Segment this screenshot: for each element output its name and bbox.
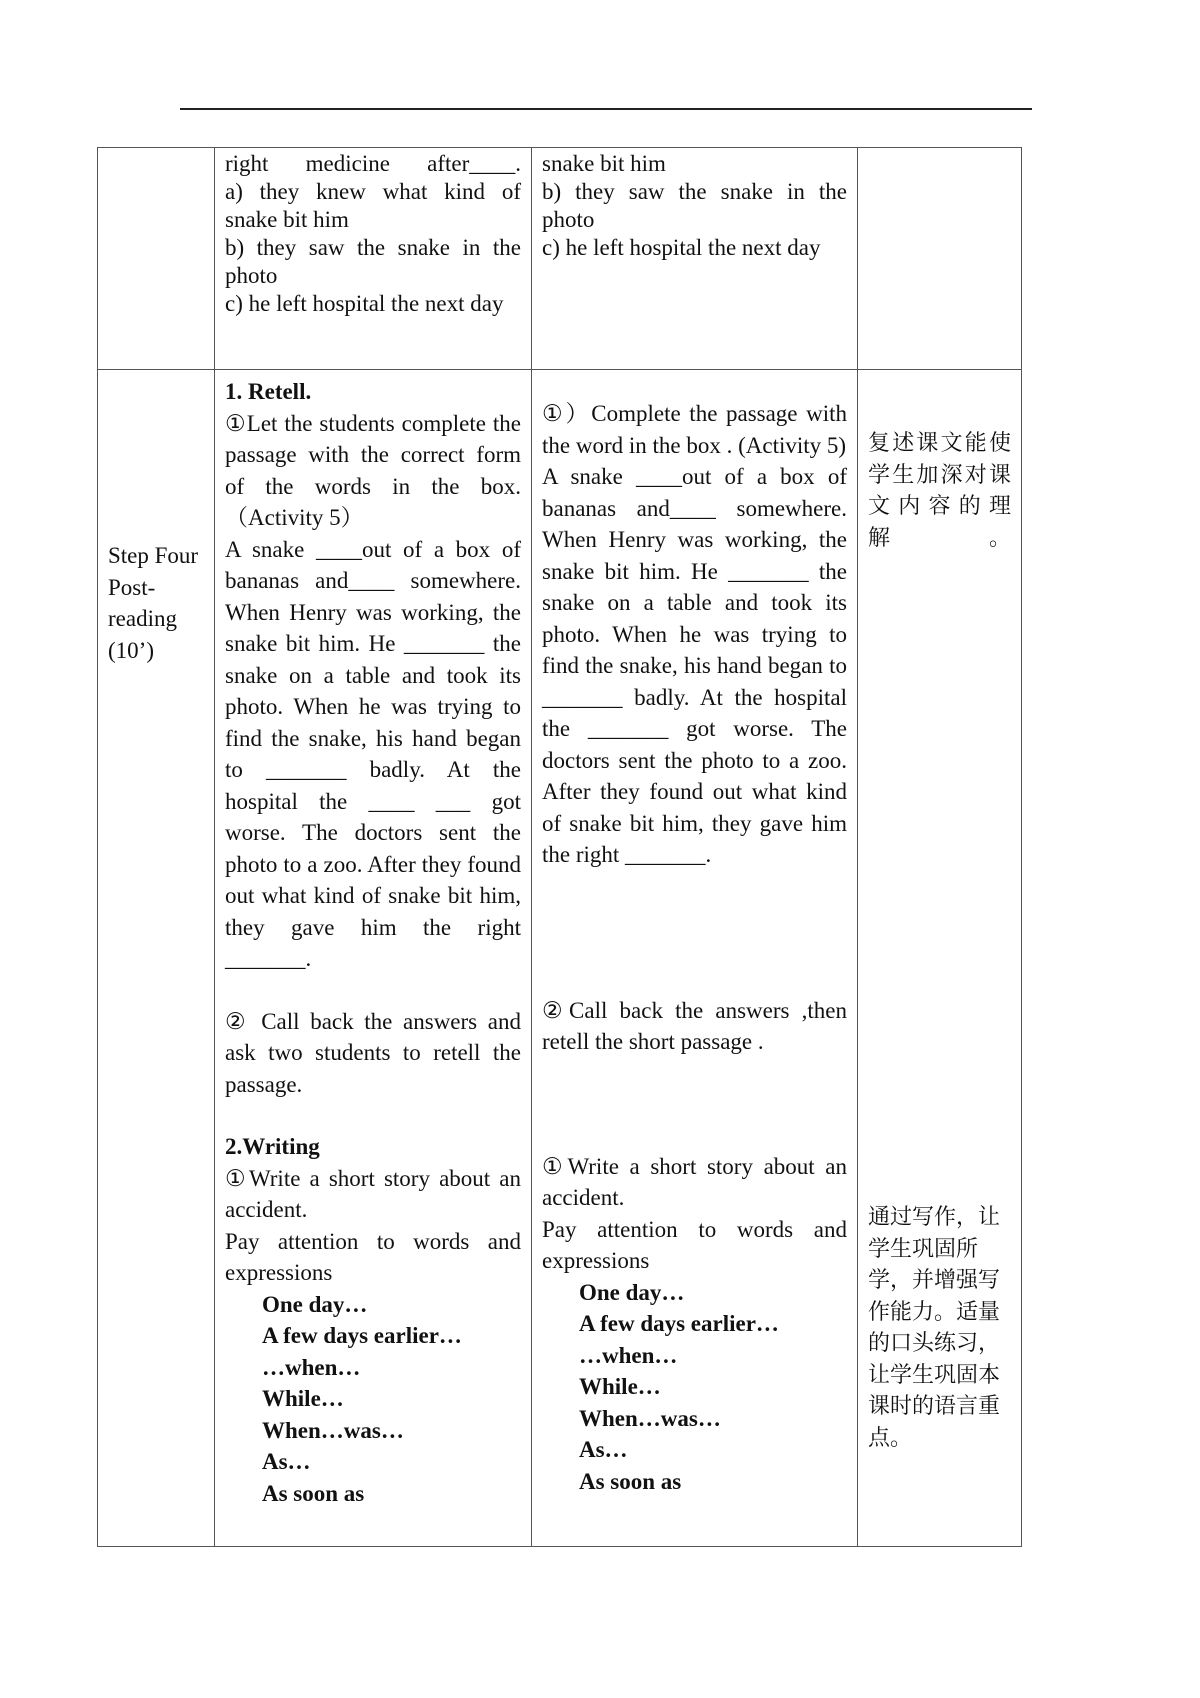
text-line: a) they knew what kind of snake bit him bbox=[225, 179, 521, 232]
writing-heading: 2.Writing bbox=[225, 1134, 320, 1159]
table-row-step-four bbox=[98, 370, 1022, 1547]
callback-instruction: ② Call back the answers and ask two students to retell the passage. bbox=[225, 1008, 521, 1097]
retell-instruction: ①Let the students complete the passage with the correct form of the words in the box.（Activity 5） bbox=[225, 410, 521, 530]
expression-item: A few days earlier… bbox=[262, 1323, 462, 1348]
expression-item: …when… bbox=[262, 1354, 361, 1380]
expression-item: As soon as bbox=[262, 1480, 365, 1506]
retell-heading: 1. Retell. bbox=[225, 379, 312, 404]
expression-item: As soon as bbox=[579, 1468, 682, 1494]
expression-item: When…was… bbox=[579, 1405, 721, 1431]
text-line: b) they saw the snake in the photo bbox=[225, 235, 521, 288]
student-activity-cell bbox=[532, 370, 858, 1547]
teacher-activity-cell bbox=[215, 148, 532, 370]
page-header-rule bbox=[180, 108, 1032, 110]
retell-instruction: ①）Complete the passage with the word in the box . (Activity 5) bbox=[542, 401, 847, 458]
expression-item: A few days earlier… bbox=[579, 1311, 779, 1336]
teacher-activity-cell bbox=[215, 370, 532, 1547]
expression-item: As… bbox=[579, 1437, 628, 1462]
notes-cell-empty bbox=[858, 148, 1022, 370]
lesson-plan-table bbox=[97, 147, 1022, 1547]
writing-purpose-note: 通过写作，让学生巩固所学，并增强写作能力。适量的口头练习，让学生巩固本课时的语言重点。 bbox=[868, 1205, 1001, 1451]
expression-item: While… bbox=[262, 1386, 344, 1411]
text-line: b) they saw the snake in the photo bbox=[542, 179, 847, 232]
text-line: c) he left hospital the next day bbox=[225, 291, 504, 316]
retell-passage: A snake ____out of a box of bananas and____ somewhere. When Henry was working, the snake bit him. He _______ the snake on a table and took its photo. When he was trying to find the snake, his hand began to _______ badly. At the hospital the ____ ___ got worse. The doctors sent the photo to a zoo. After they found out what kind of snake bit him, they gave him the right _______. bbox=[225, 536, 521, 971]
expression-item: When…was… bbox=[262, 1417, 404, 1443]
expression-item: One day… bbox=[262, 1291, 368, 1317]
text-line: c) he left hospital the next day bbox=[542, 235, 821, 260]
attention-note: Pay attention to words and expressions bbox=[225, 1228, 521, 1285]
retell-purpose-note: 复述课文能使学生加深对课文内容的理解。 bbox=[868, 431, 1011, 551]
expression-item: …when… bbox=[579, 1342, 678, 1368]
callback-instruction: ②Call back the answers ,then retell the short passage . bbox=[542, 997, 847, 1054]
expression-item: While… bbox=[579, 1374, 661, 1399]
table-row-continued bbox=[98, 148, 1022, 370]
text-line: snake bit him bbox=[542, 151, 666, 176]
attention-note: Pay attention to words and expressions bbox=[542, 1216, 847, 1273]
step-label: Step Four Post-reading (10’) bbox=[108, 543, 199, 663]
writing-task: ①Write a short story about an accident. bbox=[225, 1165, 521, 1222]
step-cell bbox=[98, 370, 215, 1547]
expression-item: As… bbox=[262, 1449, 311, 1474]
student-activity-cell bbox=[532, 148, 858, 370]
writing-task: ①Write a short story about an accident. bbox=[542, 1153, 847, 1210]
text-line: right medicine after____. bbox=[225, 151, 521, 176]
notes-cell bbox=[858, 370, 1022, 1547]
step-cell-empty bbox=[98, 148, 215, 370]
expression-item: One day… bbox=[579, 1279, 685, 1305]
retell-passage: A snake ____out of a box of bananas and____ somewhere. When Henry was working, the snake bit him. He _______ the snake on a table and took its photo. When he was trying to find the snake, his hand began to _______ badly. At the hospital the _______ got worse. The doctors sent the photo to a zoo. After they found out what kind of snake bit him, they gave him the right _______. bbox=[542, 464, 847, 867]
